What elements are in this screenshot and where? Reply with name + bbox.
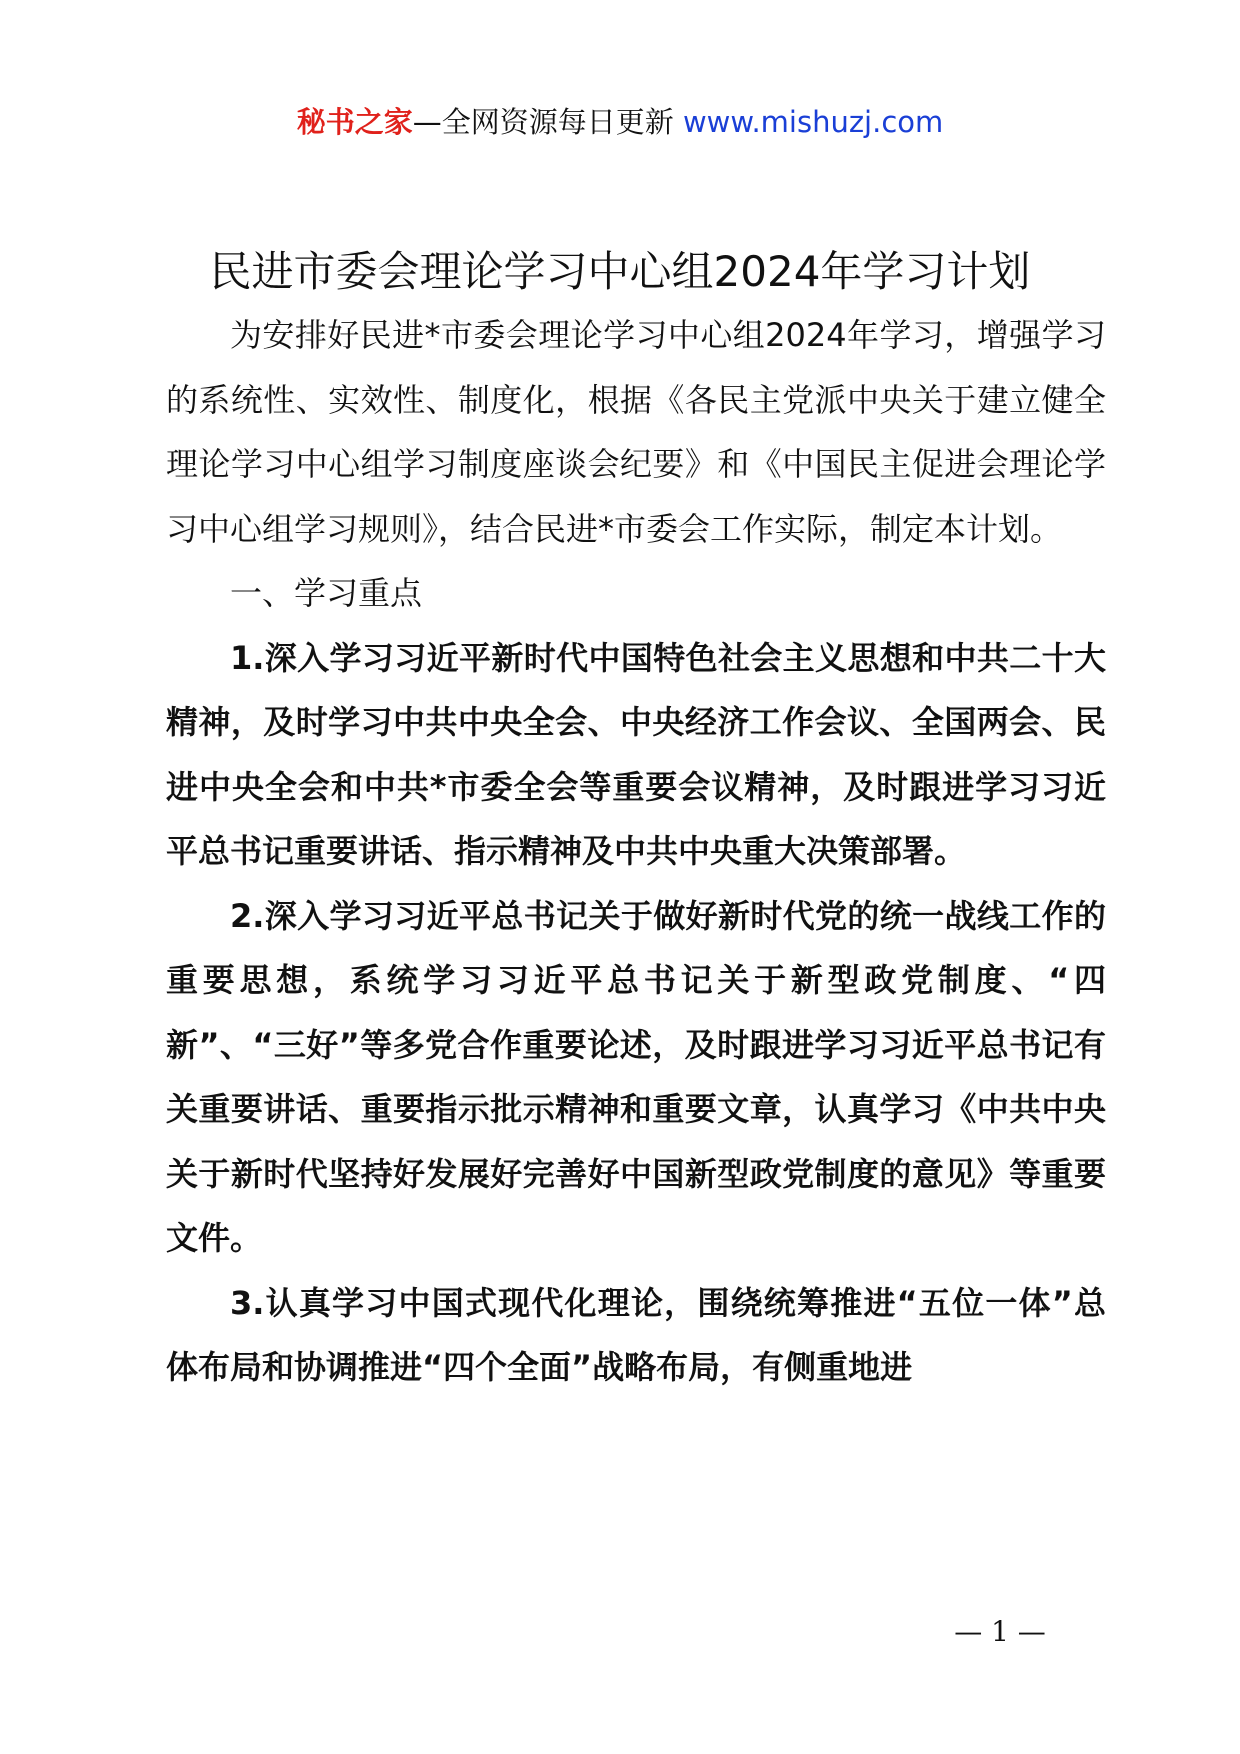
study-point-2: 2.深入学习习近平总书记关于做好新时代党的统一战线工作的重要思想，系统学习习近平总书记关于新型政党制度、“四新”、“三好”等多党合作重要论述，及时跟进学习习近平总书记有关重要讲话、重要指示批示精神和重要文章，认真学习《中共中央关于新时代坚持好发展好完善好中国新型政党制度的意见》等重要文件。 <box>166 896 1106 1257</box>
document-title: 民进市委会理论学习中心组2024年学习计划 <box>209 247 1031 296</box>
study-point-3: 3.认真学习中国式现代化理论，围绕统筹推进“五位一体”总体布局和协调推进“四个全面”战略布局，有侧重地进 <box>166 1283 1106 1386</box>
study-point-1: 1.深入学习习近平新时代中国特色社会主义思想和中共二十大精神，及时学习中共中央全会、中央经济工作会议、全国两会、民进中央全会和中共*市委全会等重要会议精神，及时跟进学习习近平总书记重要讲话、指示精神及中共中央重大决策部署。 <box>166 638 1106 870</box>
website-link[interactable]: www.mishuzj.com <box>682 105 944 139</box>
intro-paragraph: 为安排好民进*市委会理论学习中心组2024年学习，增强学习的系统性、实效性、制度化，根据《各民主党派中央关于建立健全理论学习中心组学习制度座谈会纪要》和《中国民主促进会理论学习中心组学习规则》，结合民进*市委会工作实际，制定本计划。 <box>166 316 1106 548</box>
page-number: — 1 — <box>954 1615 1046 1648</box>
document-body <box>166 303 1106 1400</box>
header-tagline: —全网资源每日更新 <box>412 105 674 139</box>
page-header <box>0 100 1240 144</box>
section-heading: 一、学习重点 <box>230 574 423 612</box>
brand-name: 秘书之家 <box>296 105 413 139</box>
